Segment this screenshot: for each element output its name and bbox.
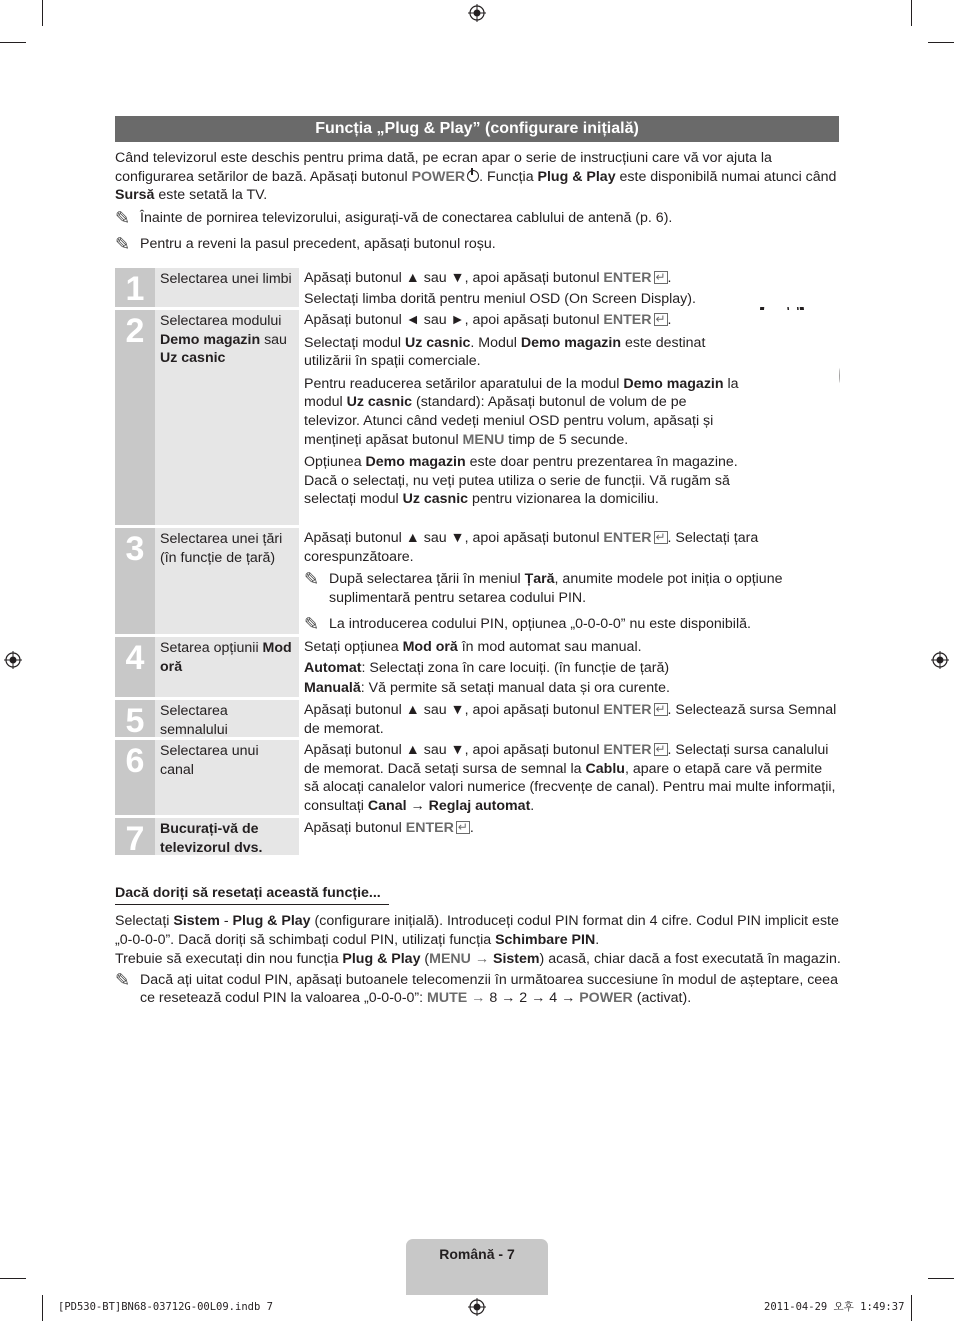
step-text-part: . xyxy=(469,820,474,836)
step-text-part: Demo magazin xyxy=(365,454,466,471)
reset-text-part: Sistem xyxy=(173,913,220,929)
step-number: 3 xyxy=(115,528,155,634)
reset-heading: Dacă doriți să resetați această funcție... xyxy=(115,884,389,905)
step-body xyxy=(303,310,839,525)
step-text xyxy=(304,453,739,509)
intro-text-part: . Funcția xyxy=(479,168,538,185)
reset-text xyxy=(115,912,845,949)
note-item xyxy=(115,235,845,254)
step-text-part: Cablu xyxy=(585,760,625,777)
reset-text-part: Trebuie să executați din nou funcția xyxy=(115,951,343,968)
mute-keyword: MUTE → xyxy=(427,990,486,1007)
reset-text-part: (activat). xyxy=(632,990,692,1007)
step-body xyxy=(303,528,839,634)
note-pencil-icon: ✎ xyxy=(115,208,131,228)
step-text-part: După selectarea țării în meniul xyxy=(329,571,525,588)
step-text xyxy=(304,529,839,566)
step-text xyxy=(304,819,839,838)
step-title-part: sau xyxy=(260,331,287,348)
step-title xyxy=(155,310,299,525)
step-title xyxy=(155,637,299,697)
section-title: Funcția „Plug & Play” (configurare inițială) xyxy=(115,116,839,142)
step-text: Selectați limba dorită pentru meniul OSD (On Screen Display). xyxy=(304,290,696,307)
step-text-part: . Selectează sursa Semnal de memorat. xyxy=(304,702,837,737)
step-text-part: Uz casnic xyxy=(346,394,413,411)
step-text xyxy=(304,659,839,678)
step-text-part: Selectați modul xyxy=(304,334,405,351)
step-text-part: Canal → Reglaj automat xyxy=(367,797,531,814)
note-pencil-icon: ✎ xyxy=(115,969,131,990)
enter-keyword: ENTER xyxy=(603,530,652,546)
step-body xyxy=(303,700,839,737)
step-text-part: Apăsați butonul ▲ sau ▼, apoi apăsați butonul xyxy=(304,530,604,546)
step-title-part: Mod oră xyxy=(160,640,292,675)
step-note xyxy=(304,570,839,607)
reset-paragraph xyxy=(115,912,845,1008)
note-text: Înainte de pornirea televizorului, asigurați-vă de conectarea cablului de antenă (p. 6). xyxy=(140,210,673,226)
crop-mark xyxy=(911,0,912,26)
step-text xyxy=(304,701,839,738)
reset-text-part: - xyxy=(219,913,233,929)
enter-icon xyxy=(654,703,668,716)
note-pencil-icon: ✎ xyxy=(304,614,320,635)
step-number: 2 xyxy=(115,310,155,525)
reset-text xyxy=(115,950,845,969)
registration-mark-icon xyxy=(931,651,949,669)
step-text-part: Pentru readucerea setărilor aparatului de la modul xyxy=(304,375,624,392)
crop-mark xyxy=(928,42,954,43)
step-text xyxy=(304,375,739,449)
step-row xyxy=(115,740,839,815)
reset-text-part: Plug & Play xyxy=(342,951,421,968)
step-title-part: Bucurați-vă de televizorul dvs. xyxy=(160,821,263,856)
reset-text-part: 8 → 2 → 4 → xyxy=(485,990,580,1007)
enter-icon xyxy=(654,313,668,326)
enter-keyword: ENTER xyxy=(603,270,652,286)
reset-text-part: Schimbare PIN xyxy=(495,931,596,948)
step-text xyxy=(304,741,839,815)
step-title-part: Selectarea modului xyxy=(160,313,282,329)
note-pencil-icon: ✎ xyxy=(304,569,320,590)
step-row xyxy=(115,310,839,525)
step-title xyxy=(155,818,299,855)
crop-mark xyxy=(911,1295,912,1321)
step-text-part: Apăsați butonul ▲ sau ▼, apoi apăsați butonul xyxy=(304,270,604,286)
step-text-part: . Modul xyxy=(470,334,521,351)
step-text-part: Demo magazin xyxy=(520,334,621,351)
note-text: Pentru a reveni la pasul precedent, apăsați butonul roșu. xyxy=(140,236,496,252)
power-icon xyxy=(467,170,479,182)
step-text-part: Țară xyxy=(524,571,555,588)
reset-text-part: Sistem xyxy=(493,951,540,968)
step-text-part: Automat xyxy=(304,659,362,676)
step-text xyxy=(304,269,839,288)
step-body xyxy=(303,818,839,855)
intro-text-part: este disponibilă numai atunci când xyxy=(615,168,837,185)
crop-mark xyxy=(42,0,43,26)
menu-keyword: MENU → xyxy=(429,951,490,968)
step-row xyxy=(115,268,839,307)
step-title: Selectarea unei țări (în funcție de țară) xyxy=(155,528,299,634)
step-title: Selectarea unui canal xyxy=(155,740,299,815)
intro-text-part: Când televizorul este deschis pentru prima dată, pe ecran apar o serie de instrucțiuni care vă vor ajuta la configurarea setărilor de bază. Apăsați butonul xyxy=(115,150,772,185)
step-text-part: Apăsați butonul ▲ sau ▼, apoi apăsați butonul xyxy=(304,702,604,718)
crop-mark xyxy=(42,1295,43,1321)
enter-icon xyxy=(456,821,470,834)
step-number: 6 xyxy=(115,740,155,815)
step-text-part: , apare o etapă care vă permite să alocați canalelor valori numerice (frecvențe de canal). Pentru mai multe informații, consultați xyxy=(304,760,836,814)
step-text-part: Manuală xyxy=(304,680,361,697)
reset-text-part: (configurare inițială). Introduceți codul PIN format din 4 cifre. Codul PIN implicit este „0-0-0-0”. Dacă doriți să schimbați codul PIN, utilizați funcția xyxy=(115,913,839,948)
step-body xyxy=(303,268,839,307)
enter-keyword: ENTER xyxy=(603,742,652,758)
enter-icon xyxy=(654,531,668,544)
menu-keyword: MENU xyxy=(462,431,505,448)
step-text-part: : Vă permite să setați manual data și ora curente. xyxy=(360,680,670,697)
page-number-tab: Română - 7 xyxy=(406,1239,548,1295)
step-text-part: Apăsați butonul ◄ sau ►, apoi apăsați butonul xyxy=(304,312,604,328)
step-text-part: (standard): Apăsați butonul de volum de pe televizor. Atunci când vedeți meniul OSD pentru volum, apăsați și mențineți apăsat butonul xyxy=(304,394,714,448)
note-list xyxy=(115,209,845,228)
power-keyword: POWER xyxy=(411,168,466,185)
step-text-part: este doar pentru prezentarea în magazine. Dacă o selectați, nu veți putea utiliza o serie de funcții. Vă rugăm să selectați modul xyxy=(304,454,738,508)
step-text-part: Demo magazin xyxy=(623,375,724,392)
step-title-part: Uz casnic xyxy=(160,350,226,367)
step-text-part: Mod oră xyxy=(402,639,458,655)
power-keyword: POWER xyxy=(579,990,633,1007)
step-text-part: timp de 5 secunde. xyxy=(504,431,629,448)
step-number: 7 xyxy=(115,818,155,855)
reset-text-part: ) acasă, chiar dacă a fost executată în magazin. xyxy=(539,951,841,968)
step-row xyxy=(115,818,839,858)
step-row xyxy=(115,528,839,634)
step-body xyxy=(303,740,839,815)
enter-keyword: ENTER xyxy=(405,820,454,836)
step-text xyxy=(304,311,739,330)
step-text-part: în mod automat sau manual. xyxy=(457,639,642,655)
note-item xyxy=(115,209,845,228)
enter-keyword: ENTER xyxy=(603,702,652,718)
crop-mark xyxy=(928,1278,954,1279)
steps-table xyxy=(115,268,839,858)
step-text-part: Uz casnic xyxy=(402,491,469,508)
step-title: Selectarea unei limbi xyxy=(155,268,299,307)
crop-mark xyxy=(0,1278,26,1279)
reset-text-part: . xyxy=(595,931,600,948)
step-number: 1 xyxy=(115,268,155,307)
reset-text-part: Selectați xyxy=(115,913,174,929)
step-text-part: . Selectați sursa canalului de memorat. Dacă setați sursa de semnal la xyxy=(304,742,829,777)
step-title: Selectarea semnalului xyxy=(155,700,299,737)
step-note xyxy=(304,615,839,634)
step-number: 4 xyxy=(115,637,155,697)
step-text-part: Apăsați butonul ▲ sau ▼, apoi apăsați butonul xyxy=(304,742,604,758)
step-row xyxy=(115,637,839,697)
plug-play-keyword: Plug & Play xyxy=(537,168,616,185)
step-text-part: Apăsați butonul xyxy=(304,820,406,836)
step-number: 5 xyxy=(115,700,155,737)
step-title-part: Demo magazin xyxy=(160,331,261,348)
step-row xyxy=(115,700,839,740)
step-text xyxy=(304,638,839,657)
step-text-part: La introducerea codului PIN, opțiunea „0-0-0-0” nu este disponibilă. xyxy=(329,616,751,633)
step-text-part: . xyxy=(667,312,672,328)
step-title-part: Setarea opțiunii xyxy=(160,640,263,656)
reset-text-part: Dacă ați uitat codul PIN, apăsați butoanele telecomenzii în următoarea succesiune în modul de așteptare, ceea ce resetează codul PIN la valoarea „0-0-0-0”: xyxy=(140,971,838,1007)
intro-paragraph xyxy=(115,149,845,205)
step-text-part: . xyxy=(530,797,535,814)
reset-note xyxy=(115,971,845,1008)
note-pencil-icon: ✎ xyxy=(115,234,131,254)
source-keyword: Sursă xyxy=(115,187,155,204)
intro-text-part: este setată la TV. xyxy=(154,187,268,204)
step-text-part: este destinat utilizării în spații comerciale. xyxy=(304,334,706,370)
step-text xyxy=(304,679,839,698)
registration-mark-icon xyxy=(468,1298,486,1316)
footer-file-info: [PD530-BT]BN68-03712G-00L09.indb 7 xyxy=(58,1301,273,1313)
enter-keyword: ENTER xyxy=(603,312,652,328)
crop-mark xyxy=(0,42,26,43)
step-text-part: Setați opțiunea xyxy=(304,639,403,655)
reset-text-part: Plug & Play xyxy=(232,913,311,929)
step-text-part: la modul xyxy=(304,375,739,411)
step-text-part: . xyxy=(667,270,672,286)
intro-text xyxy=(115,149,845,205)
step-text xyxy=(304,334,739,371)
step-text-part: Uz casnic xyxy=(404,334,471,351)
step-body xyxy=(303,637,839,697)
note-list xyxy=(115,235,845,254)
step-text-part: : Selectați zona în care locuiți. (în funcție de țară) xyxy=(361,659,670,676)
step-text-part: . Selectați țara corespunzătoare. xyxy=(304,530,759,565)
step-text-part: Opțiunea xyxy=(304,454,366,471)
footer-date: 2011-04-29 오후 1:49:37 xyxy=(764,1301,905,1313)
enter-icon xyxy=(654,743,668,756)
registration-mark-icon xyxy=(468,4,486,22)
enter-icon xyxy=(654,271,668,284)
registration-mark-icon xyxy=(4,651,22,669)
step-text-part: pentru vizionarea la domiciliu. xyxy=(468,491,659,508)
reset-text-part: ( xyxy=(420,951,430,968)
step-text-part: , anumite modele pot iniția o opțiune suplimentară pentru setarea codului PIN. xyxy=(329,571,783,606)
